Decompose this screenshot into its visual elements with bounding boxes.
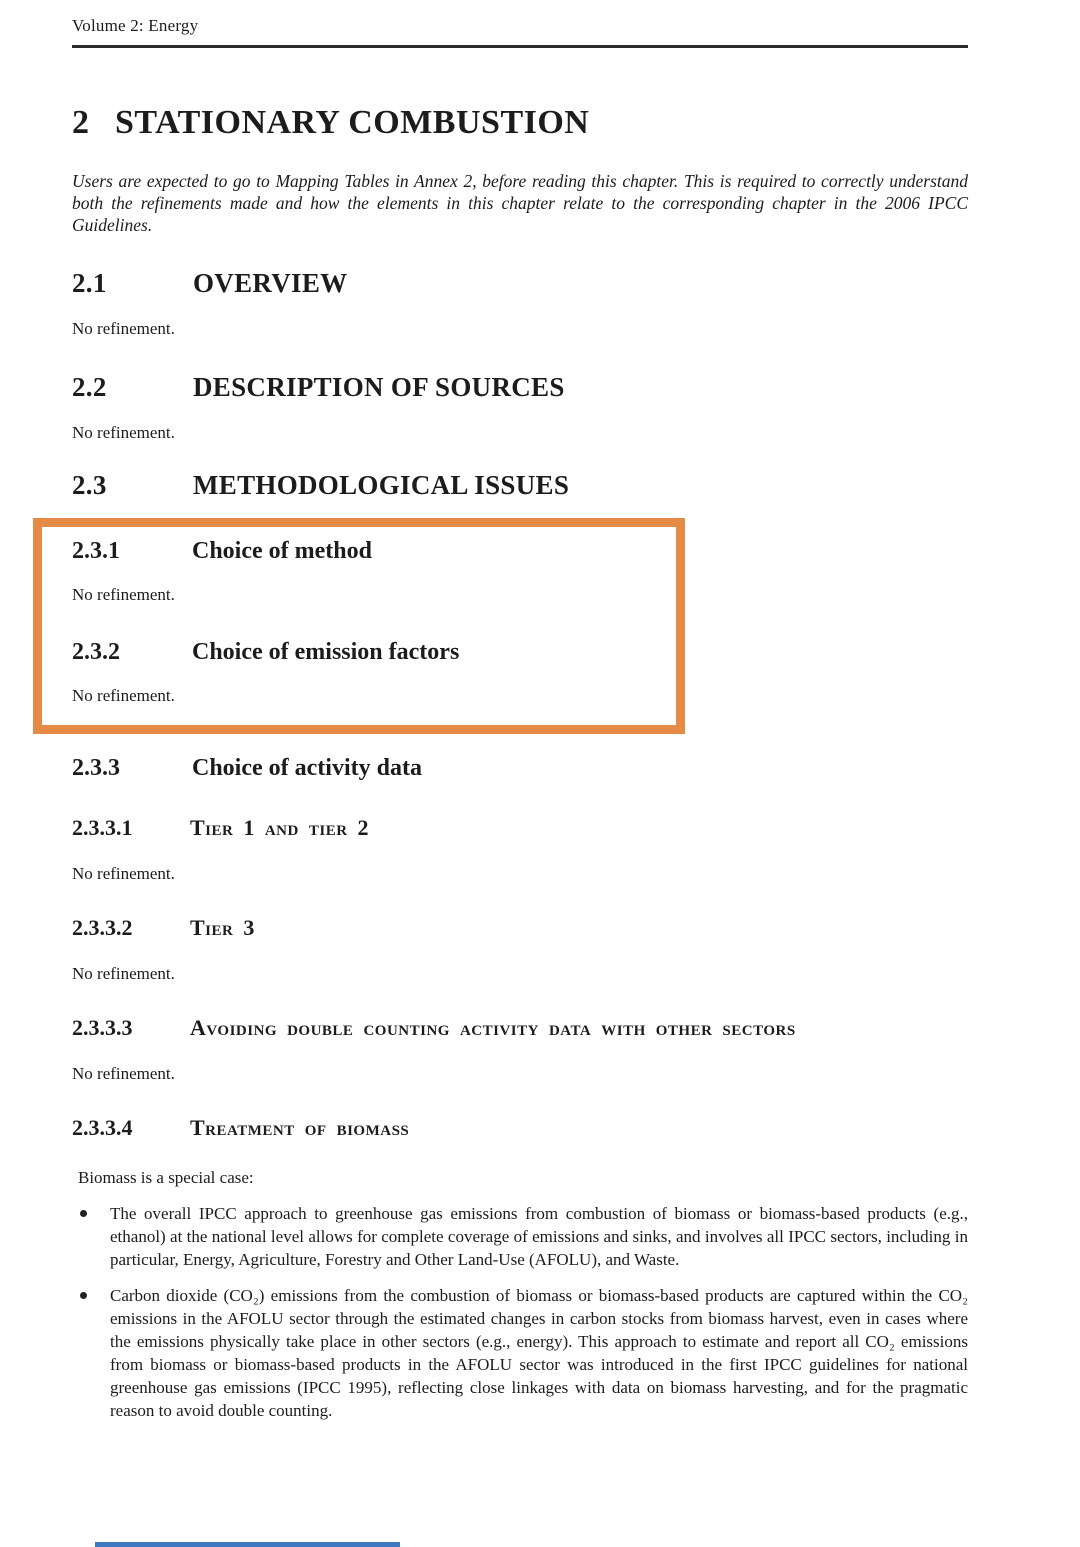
no-refinement-text: No refinement. (72, 1064, 175, 1083)
chapter-number: 2 (72, 104, 90, 141)
biomass-lead-text: Biomass is a special case: (78, 1168, 254, 1187)
section-2-3-1-heading (72, 535, 656, 568)
section-number: 2.3 (72, 470, 107, 500)
section-2-3-3-3-heading (72, 1011, 968, 1045)
section-title: Choice of method (192, 538, 372, 564)
intro-note: Users are expected to go to Mapping Tables in Annex 2, before reading this chapter. This is required to correctly understand both the refinements made and how the elements in this chapter relate to the corresponding chapter in the 2006 IPCC Guidelines. (72, 171, 968, 235)
section-title: Choice of activity data (192, 755, 422, 781)
no-refinement-text: No refinement. (72, 319, 175, 338)
chapter-title: STATIONARY COMBUSTION (115, 104, 590, 141)
section-title: Tier 1 and tier 2 (190, 815, 370, 840)
section-number: 2.3.2 (72, 639, 120, 665)
list-item (72, 1202, 968, 1271)
highlight-box (33, 518, 685, 734)
section-number: 2.3.3.1 (72, 815, 133, 840)
bullet-marker-icon (80, 1210, 87, 1217)
chapter-heading (72, 102, 968, 144)
section-2-3-2-heading (72, 636, 656, 669)
no-refinement-text: No refinement. (72, 423, 175, 442)
section-2-3-heading (72, 468, 968, 502)
no-refinement-text: No refinement. (72, 686, 175, 705)
section-title: Choice of emission factors (192, 639, 460, 665)
section-title: Tier 3 (190, 915, 255, 940)
section-title: Treatment of biomass (190, 1115, 410, 1140)
section-title: OVERVIEW (193, 268, 348, 298)
bullet-text: Carbon dioxide (CO₂) emissions from the combustion of biomass or biomass-based products are captured within the CO₂ emissions in the AFOLU sector through the estimated changes in carbon stocks from biomass harvest, even in cases where the emissions physically take place in other sectors (e.g., energy). This approach to estimate and report all CO₂ emissions from biomass or biomass-based products in the AFOLU sector was introduced in the first IPCC guidelines for national greenhouse gas emissions (IPCC 1995), reflecting close linkages with data on biomass harvesting, and for the pragmatic reason to avoid double counting. (110, 1286, 968, 1420)
section-title: Avoiding double counting activity data with other sectors (190, 1015, 796, 1040)
bullet-text: The overall IPCC approach to greenhouse gas emissions from combustion of biomass or biomass-based products (e.g., ethanol) at the national level allows for complete coverage of emissions and sinks, and involves all IPCC sectors, including in particular, Energy, Agriculture, Forestry and Other Land-Use (AFOLU), and Waste. (110, 1204, 968, 1269)
section-number: 2.2 (72, 372, 107, 402)
section-number: 2.3.3.3 (72, 1015, 133, 1040)
section-number: 2.3.3.2 (72, 915, 133, 940)
section-title: METHODOLOGICAL ISSUES (193, 470, 570, 500)
section-2-2-heading (72, 370, 968, 404)
header-rule (72, 45, 968, 48)
list-item (72, 1284, 968, 1422)
section-2-3-3-heading (72, 752, 968, 785)
bottom-edge-artifact (95, 1542, 400, 1547)
section-2-3-3-1-heading (72, 811, 968, 845)
section-2-3-3-4-heading (72, 1111, 968, 1145)
no-refinement-text: No refinement. (72, 964, 175, 983)
running-header: Volume 2: Energy (72, 16, 199, 35)
section-number: 2.1 (72, 268, 107, 298)
section-number: 2.3.1 (72, 538, 120, 564)
section-2-3-3-2-heading (72, 911, 968, 945)
section-title: DESCRIPTION OF SOURCES (193, 372, 565, 402)
section-number: 2.3.3 (72, 755, 120, 781)
no-refinement-text: No refinement. (72, 585, 175, 604)
bullet-marker-icon (80, 1292, 87, 1299)
section-2-1-heading (72, 266, 968, 300)
section-number: 2.3.3.4 (72, 1115, 133, 1140)
no-refinement-text: No refinement. (72, 864, 175, 883)
